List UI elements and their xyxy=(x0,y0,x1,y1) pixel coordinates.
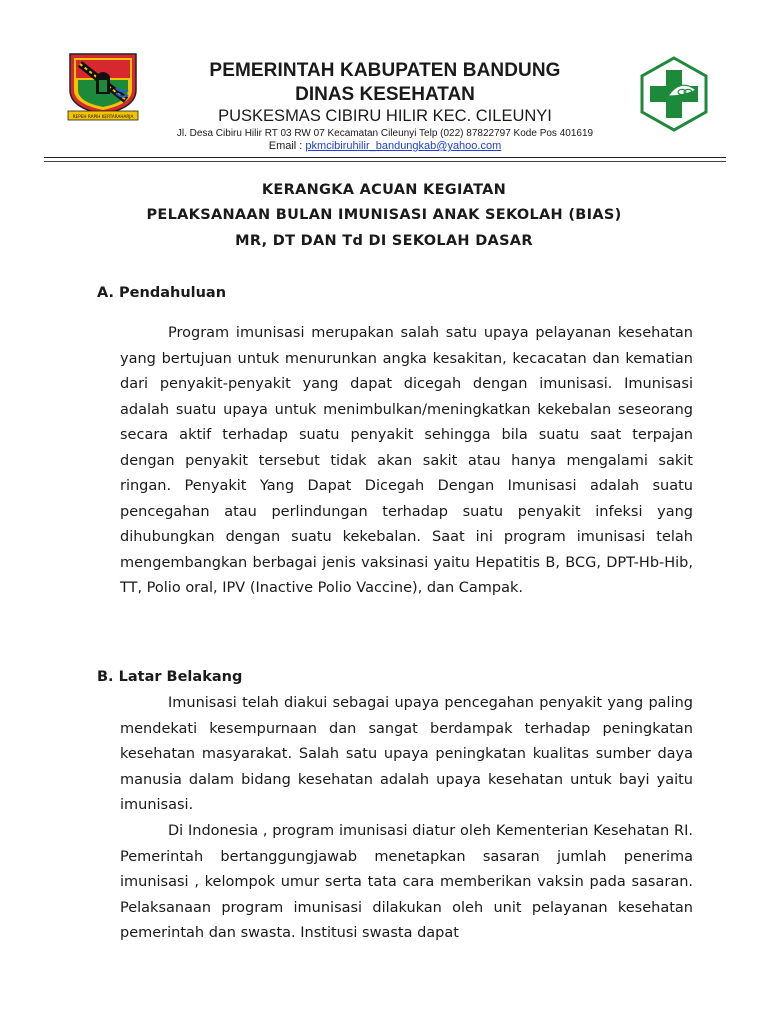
puskesmas-logo-icon xyxy=(638,56,710,132)
section-b-paragraph-2: Di Indonesia , program imunisasi diatur oleh Kementerian Kesehatan RI. Pemerintah bertanggungjawab menetapkan sasaran jumlah penerima imunisasi , kelompok umur serta tata cara memberikan vaksin pada sasaran. Pelaksanaan program imunisasi dilakukan oleh unit pelayanan kesehatan pemerintah dan swasta. Institusi swasta dapat xyxy=(120,823,693,941)
letterhead-divider xyxy=(44,157,726,158)
doc-title-line-3: MR, DT DAN Td DI SEKOLAH DASAR xyxy=(235,233,533,249)
doc-title-line-2: PELAKSANAAN BULAN IMUNISASI ANAK SEKOLAH (BIAS) xyxy=(146,207,622,223)
letterhead-divider-thin xyxy=(44,161,726,162)
letterhead-address: Jl. Desa Cibiru Hilir RT 03 RW 07 Kecamatan Cileunyi Telp (022) 87822797 Kode Pos 401619 xyxy=(176,128,594,139)
section-a-paragraph: Program imunisasi merupakan salah satu upaya pelayanan kesehatan yang bertujuan untuk menurunkan angka kesakitan, kecacatan dan kematian dari penyakit-penyakit yang dapat dicegah dengan imunisasi. Imunisasi adalah suatu upaya untuk menimbulkan/meningkatkan kekebalan seseorang secara aktif terhadap suatu penyakit sehingga bila suatu saat terpajan dengan penyakit tersebut tidak akan sakit atau hanya mengalami sakit ringan. Penyakit Yang Dapat Dicegah Dengan Imunisasi adalah suatu pencegahan atau perlindungan terhadap suatu penyakit infeksi yang dihubungkan dengan suatu kekebalan. Saat ini program imunisasi telah mengembangkan berbagai jenis vaksinasi yaitu Hepatitis B, BCG, DPT-Hb-Hib, TT, Polio oral, IPV (Inactive Polio Vaccine), dan Campak. xyxy=(120,325,693,596)
kabupaten-bandung-emblem-icon xyxy=(66,50,140,122)
letterhead-government: PEMERINTAH KABUPATEN BANDUNG xyxy=(209,60,561,81)
section-b-heading: B. Latar Belakang xyxy=(97,669,243,685)
letterhead-puskesmas: PUSKESMAS CIBIRU HILIR KEC. CILEUNYI xyxy=(218,107,552,125)
email-label: Email : xyxy=(268,140,306,152)
section-a-heading: A. Pendahuluan xyxy=(97,285,227,301)
letterhead-department: DINAS KESEHATAN xyxy=(295,84,475,105)
doc-title-line-1: KERANGKA ACUAN KEGIATAN xyxy=(261,182,507,198)
section-b-paragraph-1: Imunisasi telah diakui sebagai upaya pencegahan penyakit yang paling mendekati kesempurnaan dan sangat berdampak terhadap peningkatan kesehatan masyarakat. Salah satu upaya peningkatan kualitas sumber daya manusia dalam bidang kesehatan adalah upaya kesehatan untuk bayi yaitu imunisasi. xyxy=(120,695,693,813)
letterhead-email-line xyxy=(150,140,620,152)
email-link[interactable]: pkmcibiruhilir_bandungkab@yahoo.com xyxy=(305,140,502,152)
emblem-banner-text: REPEH RAPIH KERTARAHARJA xyxy=(72,114,134,119)
